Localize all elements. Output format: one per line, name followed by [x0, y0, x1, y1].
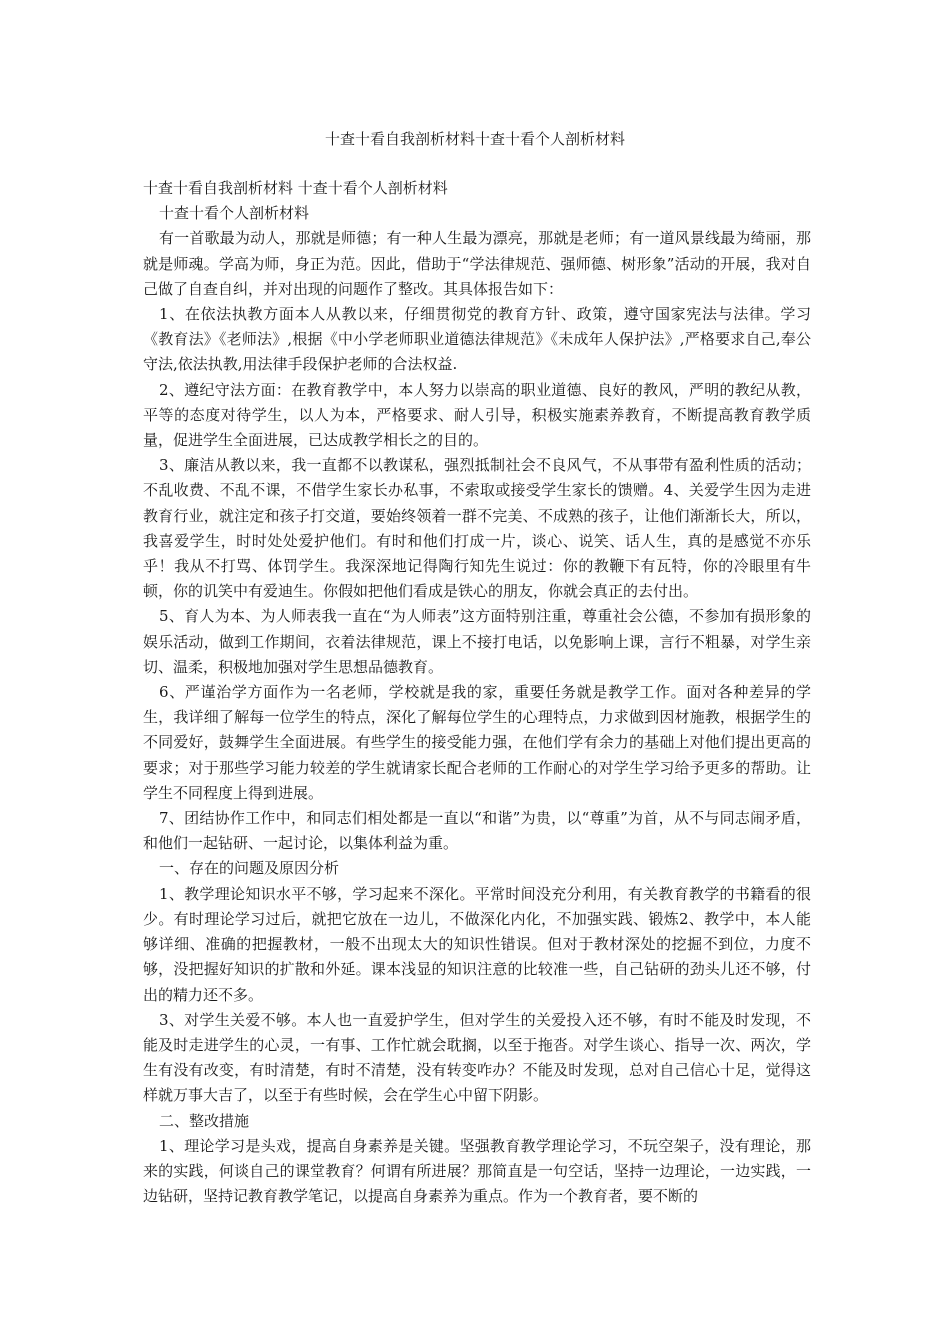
paragraph-problem-1-2: 1、教学理论知识水平不够，学习起来不深化。平常时间没充分利用，有关教育教学的书籍看的很少。有时理论学习过后，就把它放在一边儿，不做深化内化，不加强实践、锻炼2、教学中，本人能够详细、准确的把握教材，一般不出现太大的知识性错误。但对于教材深处的挖掘不到位，力度不够，没把握好知识的扩散和外延。课本浅显的知识注意的比较准一些，自己钻研的劲头儿还不够，付出的精力还不多。: [143, 884, 811, 1004]
paragraph-item-6: 6、严谨治学方面作为一名老师，学校就是我的家，重要任务就是教学工作。面对各种差异的学生，我详细了解每一位学生的特点，深化了解每位学生的心理特点，力求做到因材施教，根据学生的不同爱好，鼓舞学生全面进展。有些学生的接受能力强，在他们学有余力的基础上对他们提出更高的要求；对于那些学习能力较差的学生就请家长配合老师的工作耐心的对学生学习给予更多的帮助。让学生不同程度上得到进展。: [143, 683, 811, 802]
paragraph-item-2: 2、遵纪守法方面：在教育教学中，本人努力以崇高的职业道德、良好的教风，严明的教纪从教，平等的态度对待学生，以人为本，严格要求、耐人引导，积极实施素养教育，不断提高教育教学质量，促进学生全面进展，已达成教学相长之的目的。: [143, 380, 811, 450]
paragraph-item-3-4: 3、廉洁从教以来，我一直都不以教谋私，强烈抵制社会不良风气，不从事带有盈利性质的活动；不乱收费、不乱不课，不借学生家长办私事，不索取或接受学生家长的馈赠。4、关爱学生因为走进教育行业，就注定和孩子打交道，要始终领着一群不完美、不成熟的孩子，让他们渐渐长大，所以，我喜爱学生，时时处处爱护他们。有时和他们打成一片，谈心、说笑、话人生，真的是感觉不亦乐乎！我从不打骂、体罚学生。我深深地记得陶行知先生说过：你的教鞭下有瓦特，你的冷眼里有牛顿，你的讥笑中有爱迪生。你假如把他们看成是铁心的朋友，你就会真正的去付出。: [143, 456, 811, 601]
document-body: [143, 176, 811, 1209]
paragraph-section-title: 十查十看个人剖析材料: [159, 204, 310, 223]
document-title: 十查十看自我剖析材料十查十看个人剖析材料: [324, 130, 625, 148]
section-heading-problems: 一、存在的问题及原因分析: [159, 859, 340, 878]
paragraph-measure-1: 1、理论学习是头戏，提高自身素养是关键。坚强教育教学理论学习，不玩空架子，没有理论，那来的实践，何谈自己的课堂教育？何谓有所进展？那简直是一句空话，坚持一边理论，一边实践，一边钻研，坚持记教育教学笔记，以提高自身素养为重点。作为一个教育者，要不断的: [143, 1136, 811, 1206]
paragraph-item-1: 1、在依法执教方面本人从教以来，仔细贯彻党的教育方针、政策，遵守国家宪法与法律。学习《教育法》《老师法》,根据《中小学老师职业道德法律规范》《未成年人保护法》,严格要求自己,奉公守法,依法执教,用法律手段保护老师的合法权益.: [143, 305, 811, 374]
section-heading-measures: 二、整改措施: [159, 1111, 250, 1130]
paragraph-item-5: 5、育人为本、为人师表我一直在“为人师表”这方面特别注重，尊重社会公德，不参加有损形象的娱乐活动，做到工作期间，衣着法律规范，课上不接打电话，以免影响上课，言行不粗暴，对学生亲切、温柔，积极地加强对学生思想品德教育。: [143, 607, 811, 676]
paragraph-item-7: 7、团结协作工作中，和同志们相处都是一直以“和谐”为贵，以“尊重”为首，从不与同志闹矛盾，和他们一起钻研、一起讨论，以集体利益为重。: [143, 809, 811, 853]
paragraph-subtitle: 十查十看自我剖析材料 十查十看个人剖析材料: [143, 179, 448, 197]
paragraph-intro: 有一首歌最为动人，那就是师德；有一种人生最为漂亮，那就是老师；有一道风景线最为绮丽，那就是师魂。学高为师，身正为范。因此，借助于“学法律规范、强师德、树形象”活动的开展，我对自己做了自查自纠，并对出现的问题作了整改。其具体报告如下：: [143, 229, 811, 298]
paragraph-problem-3: 3、对学生关爱不够。本人也一直爱护学生，但对学生的关爱投入还不够，有时不能及时发现，不能及时走进学生的心灵，一有事、工作忙就会耽搁，以至于拖沓。对学生谈心、指导一次、两次，学生有没有改变，有时清楚，有时不清楚，没有转变咋办？不能及时发现，总对自己信心十足，觉得这样就万事大吉了，以至于有些时候，会在学生心中留下阴影。: [143, 1010, 811, 1105]
